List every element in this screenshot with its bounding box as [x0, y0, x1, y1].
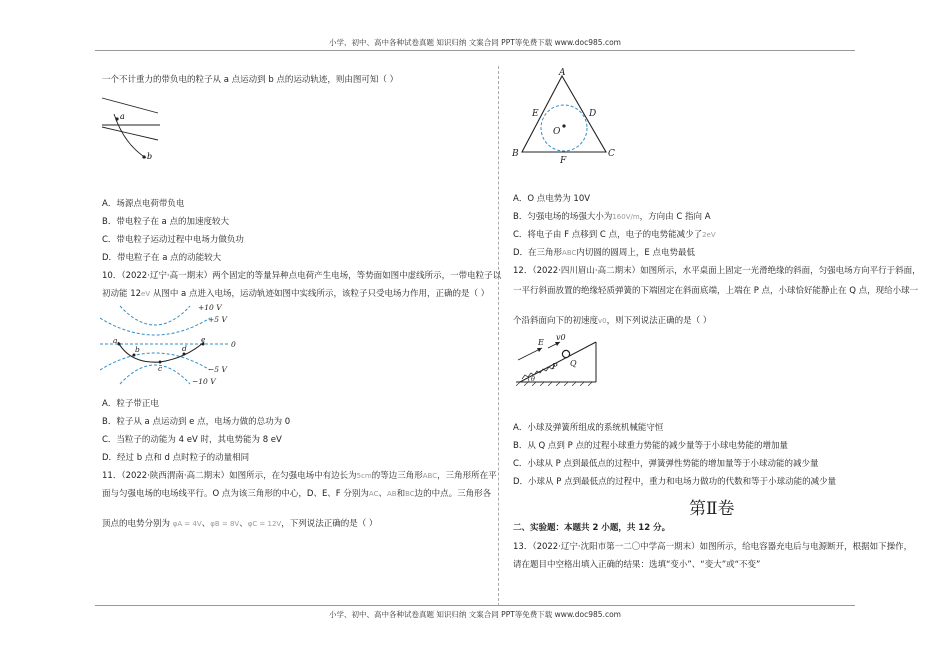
- tri-label-a: A: [559, 68, 566, 78]
- q10-label-minus5: −5 V: [208, 365, 227, 374]
- q12-label-p: P: [552, 362, 558, 371]
- q11-stem-line1: 11．（2022·陕西渭南·高二期末）如图所示，在匀强电场中有边长为5cm的等边三角形ABC，三角形所在平: [102, 471, 497, 481]
- q10-equipotential-figure: [100, 300, 240, 386]
- q11-option-c: C．将电子由 F 点移到 C 点，电子的电势能减少了2eV: [513, 230, 716, 240]
- tri-label-c: C: [608, 149, 615, 159]
- q10-label-zero: 0: [231, 340, 236, 349]
- q10-stem-line2: 初动能 12eV 从图中 a 点进入电场，运动轨迹如图中实线所示，该粒子只受电场力作用，正确的是（ ）: [102, 289, 490, 299]
- q12-label-e: E: [538, 338, 544, 347]
- q9-label-a: a: [120, 112, 125, 121]
- tri-label-e: E: [532, 109, 539, 119]
- q12-option-d: D．小球从 P 点到最低点的过程中，重力和电场力做功的代数和等于小球动能的减少量: [513, 477, 837, 487]
- q10-label-plus5: +5 V: [208, 315, 227, 324]
- q10-label-b: b: [135, 345, 140, 354]
- q10-option-a: A．粒子带正电: [102, 399, 159, 409]
- q13-stem-line2: 请在题目中空格出填入正确的结果：选填“变小”、“变大”或“不变”: [513, 560, 761, 570]
- q9-option-d: D．带电粒子在 a 点的动能较大: [102, 253, 222, 263]
- q10-label-a: a: [113, 336, 118, 345]
- q9-stem: 一个不计重力的带负电的粒子从 a 点运动到 b 点的运动轨迹，则由图可知（ ）: [102, 75, 399, 85]
- q11-stem-line3: 顶点的电势分别为 φA = 4V、φB = 8V、φC = 12V，下列说法正确的是（ ）: [102, 519, 378, 529]
- q12-stem-line2: 一平行斜面放置的绝缘轻质弹簧的下端固定在斜面底端，上端在 P 点，小球恰好能静止在 Q 点，现给小球一: [513, 286, 919, 296]
- q10-option-d: D．经过 b 点和 d 点时粒子的动量相同: [102, 453, 250, 463]
- q10-label-c: c: [158, 364, 163, 373]
- q12-option-b: B．从 Q 点到 P 点的过程小球重力势能的减少量等于小球电势能的增加量: [513, 441, 788, 451]
- q9-option-b: B．带电粒子在 a 点的加速度较大: [102, 217, 229, 227]
- q12-option-a: A．小球及弹簧所组成的系统机械能守恒: [513, 423, 664, 433]
- page-footer: 小学、初中、高中各种试卷真题 知识归纳 文案合同 PPT等免费下载 www.doc985.com: [329, 610, 621, 619]
- q12-label-theta: θ: [531, 375, 535, 383]
- q11-option-a: A．O 点电势为 10V: [513, 194, 591, 204]
- q12-incline-figure: [512, 334, 602, 386]
- q13-stem-line1: 13．（2022·辽宁·沈阳市第一二〇中学高一期末）如图所示，给电容器充电后与电源断开，根据如下操作，: [513, 542, 913, 552]
- q10-option-c: C．当粒子的动能为 4 eV 时，其电势能为 8 eV: [102, 435, 282, 445]
- q10-label-minus10: −10 V: [192, 377, 216, 386]
- q11-option-b: B．匀强电场的场强大小为160V/m，方向由 C 指向 A: [513, 212, 711, 222]
- q9-option-a: A．场源点电荷带负电: [102, 199, 185, 209]
- q10-stem-line1: 10．（2022·辽宁·高一期末）两个固定的等量异种点电荷产生电场，等势面如图中虚线所示，一带电粒子以: [102, 271, 502, 281]
- footer-rule: [95, 605, 855, 606]
- experiment-section-heading: 二、实验题：本题共 2 小题，共 12 分。: [513, 523, 671, 533]
- page-header: 小学、初中、高中各种试卷真题 知识归纳 文案合同 PPT等免费下载 www.doc985.com: [329, 38, 621, 47]
- q9-label-b: b: [147, 152, 153, 161]
- q12-stem-line1: 12．（2022·四川眉山·高二期末）如图所示，水平桌面上固定一光滑绝缘的斜面，匀强电场方向平行于斜面，: [513, 266, 921, 276]
- q11-triangle-figure: [510, 68, 620, 164]
- tri-label-b: B: [512, 149, 519, 159]
- q12-option-c: C．小球从 P 点到最低点的过程中，弹簧弹性势能的增加量等于小球动能的减少量: [513, 459, 819, 469]
- tri-label-d: D: [589, 109, 597, 119]
- tri-label-f: F: [560, 156, 567, 164]
- q10-label-e: e: [201, 335, 206, 344]
- column-divider: [498, 66, 499, 606]
- section-title: 第Ⅱ卷: [689, 499, 735, 519]
- q12-label-q: Q: [570, 359, 577, 368]
- q9-option-c: C．带电粒子运动过程中电场力做负功: [102, 235, 244, 245]
- q10-label-plus10: +10 V: [198, 303, 222, 312]
- q9-field-lines-figure: [100, 96, 162, 164]
- q10-label-d: d: [182, 344, 187, 353]
- q10-option-b: B．粒子从 a 点运动到 e 点，电场力做的总功为 0: [102, 417, 291, 427]
- q11-stem-line2: 面与匀强电场的电场线平行。O 点为该三角形的中心，D、E、F 分别为AC、AB和BC边的中点。三角形各: [102, 489, 492, 499]
- header-rule: [95, 50, 855, 51]
- q12-label-v0: v0: [556, 334, 566, 342]
- q11-option-d: D．在三角形ABC内切圆的圆周上，E 点电势最低: [513, 248, 695, 258]
- tri-label-o: O: [553, 127, 561, 137]
- q12-stem-line3: 个沿斜面向下的初速度v0，则下列说法正确的是（ ）: [513, 316, 712, 326]
